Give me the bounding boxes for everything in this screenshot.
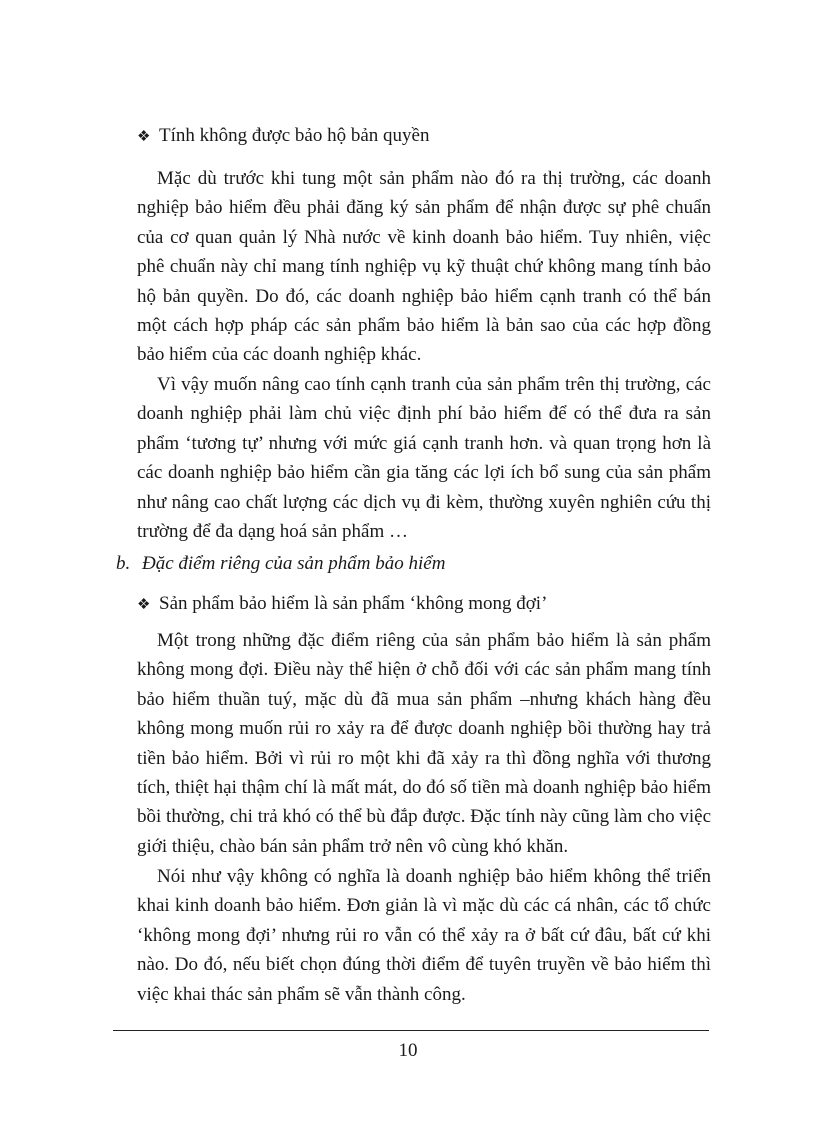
page-number: 10 bbox=[398, 1040, 418, 1061]
footer-divider bbox=[113, 1030, 709, 1031]
diamond-bullet-icon: ❖ bbox=[137, 597, 151, 613]
section-heading-copyright bbox=[137, 124, 429, 149]
paragraph-2: Vì vậy muốn nâng cao tính cạnh tranh của sản phẩm trên thị trường, các doanh nghiệp phải làm chủ việc định phí bảo hiểm để có thể đưa ra sản phẩm ‘tương tự’ nhưng với mức giá cạnh tranh hơn. và quan trọng hơn là các doanh nghiệp bảo hiểm cần gia tăng các lợi ích bổ sung của sản phẩm như nâng cao chất lượng các dịch vụ đi kèm, thường xuyên nghiên cứu thị trường để đa dạng hoá sản phẩm … bbox=[137, 374, 711, 543]
section-heading-unexpected bbox=[137, 592, 547, 617]
paragraph-3: Một trong những đặc điểm riêng của sản phẩm bảo hiểm là sản phẩm không mong đợi. Điều này thể hiện ở chỗ đối với các sản phẩm mang tính bảo hiểm thuần tuý, mặc dù đã mua sản phẩm –nhưng khách hàng đều không mong muốn rủi ro xảy ra để được doanh nghiệp bồi thường hay trả tiền bảo hiểm. Bởi vì rủi ro một khi đã xảy ra thì đồng nghĩa với thương tích, thiệt hại thậm chí là mất mát, do đó số tiền mà doanh nghiệp bảo hiểm bồi thường, chi trả khó có thể bù đắp được. Đặc tính này cũng làm cho việc giới thiệu, chào bán sản phẩm trở nên vô cùng khó khăn. bbox=[137, 630, 711, 857]
subsection-label: b. bbox=[116, 553, 131, 574]
heading-text: Tính không được bảo hộ bản quyền bbox=[159, 125, 430, 146]
paragraph-1: Mặc dù trước khi tung một sản phẩm nào đó ra thị trường, các doanh nghiệp bảo hiểm đều phải đăng ký sản phẩm để nhận được sự phê chuẩn của cơ quan quản lý Nhà nước về kinh doanh bảo hiểm. Tuy nhiên, việc phê chuẩn này chỉ mang tính nghiệp vụ kỹ thuật chứ không mang tính bảo hộ bản quyền. Do đó, các doanh nghiệp bảo hiểm cạnh tranh có thể bán một cách hợp pháp các sản phẩm bảo hiểm là bản sao của các hợp đồng bảo hiểm của các doanh nghiệp khác. bbox=[137, 168, 711, 366]
diamond-bullet-icon: ❖ bbox=[137, 129, 151, 145]
paragraph-4: Nói như vậy không có nghĩa là doanh nghiệp bảo hiểm không thể triển khai kinh doanh bảo hiểm. Đơn giản là vì mặc dù các cá nhân, các tổ chức ‘không mong đợi’ nhưng rủi ro vẫn có thể xảy ra ở bất cứ đâu, bất cứ khi nào. Do đó, nếu biết chọn đúng thời điểm để tuyên truyền về bảo hiểm thì việc khai thác sản phẩm sẽ vẫn thành công. bbox=[137, 866, 711, 1005]
subsection-title: Đặc điểm riêng của sản phẩm bảo hiểm bbox=[142, 553, 446, 574]
subsection-heading bbox=[116, 552, 445, 576]
heading-text: Sản phẩm bảo hiểm là sản phẩm ‘không mong đợi’ bbox=[159, 593, 548, 614]
